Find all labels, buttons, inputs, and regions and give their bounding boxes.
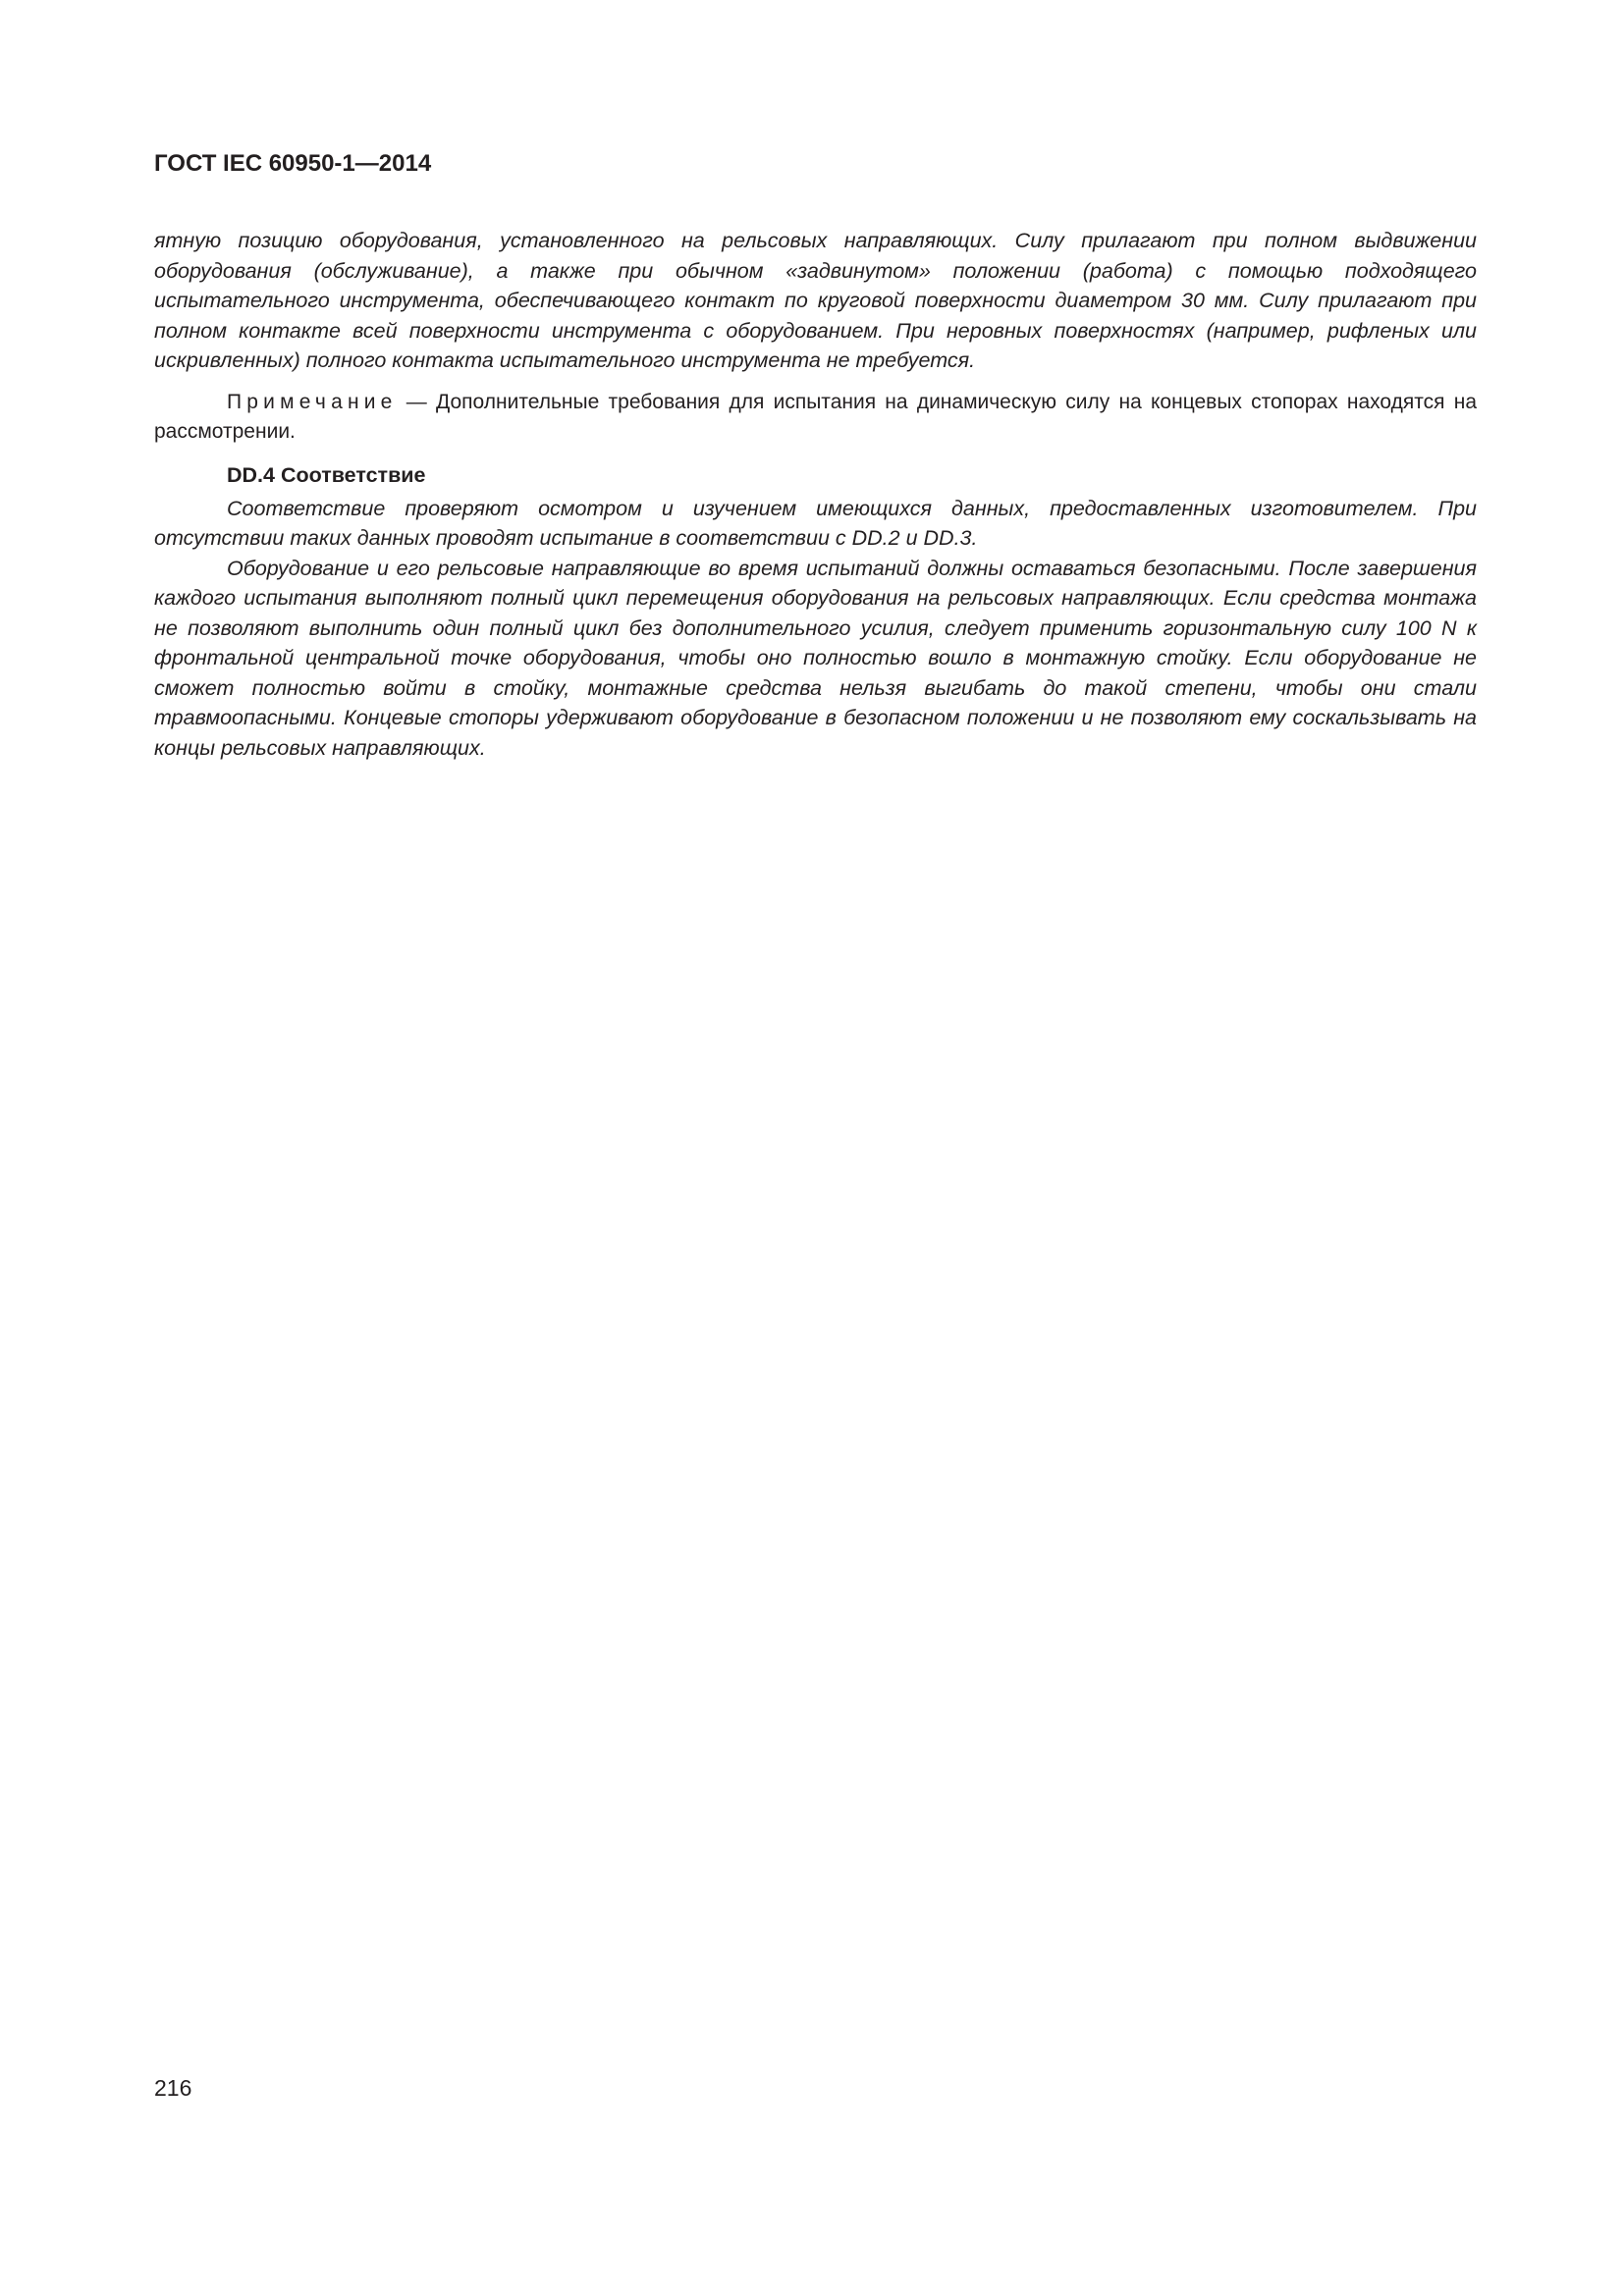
- note-label: Примечание: [227, 390, 398, 413]
- document-body: [154, 226, 1477, 763]
- section-paragraph-2: Оборудование и его рельсовые направляющие во время испытаний должны оставаться безопасными. После завершения каждого испытания выполняют полный цикл перемещения оборудования на рельсовых направляющих. Если средства монтажа не позволяют выполнить один полный цикл без дополнительного усилия, следует применить горизонтальную силу 100 N к фронтальной центральной точке оборудования, чтобы оно полностью вошло в монтажную стойку. Если оборудование не сможет полностью войти в стойку, монтажные средства нельзя выгибать до такой степени, чтобы они стали травмоопасными. Концевые стопоры удерживают оборудование в безопасном положении и не позволяют ему соскальзывать на концы рельсовых направляющих.: [154, 556, 1477, 760]
- continuation-paragraph: ятную позицию оборудования, установленного на рельсовых направляющих. Силу прилагают при полном выдвижении оборудования (обслуживание), а также при обычном «задвинутом» положении (работа) с помощью подходящего испытательного инструмента, обеспечивающего контакт по круговой поверхности диаметром 30 мм. Силу прилагают при полном контакте всей поверхности инструмента с оборудованием. При неровных поверхностях (например, рифленых или искривленных) полного контакта испытательного инструмента не требуется.: [154, 229, 1477, 372]
- section-paragraph-1: Соответствие проверяют осмотром и изучением имеющихся данных, предоставленных изготовителем. При отсутствии таких данных проводят испытание в соответствии с DD.2 и DD.3.: [154, 496, 1477, 550]
- page-number: 216: [154, 2075, 192, 2101]
- section-heading: DD.4 Соответствие: [227, 462, 426, 487]
- note-text: Дополнительные требования для испытания на динамическую силу на концевых стопорах находятся на рассмотрении.: [154, 390, 1478, 443]
- document-header-title: ГОСТ IEC 60950-1—2014: [154, 150, 432, 177]
- note-paragraph: [154, 388, 1477, 448]
- note-separator: —: [397, 390, 437, 413]
